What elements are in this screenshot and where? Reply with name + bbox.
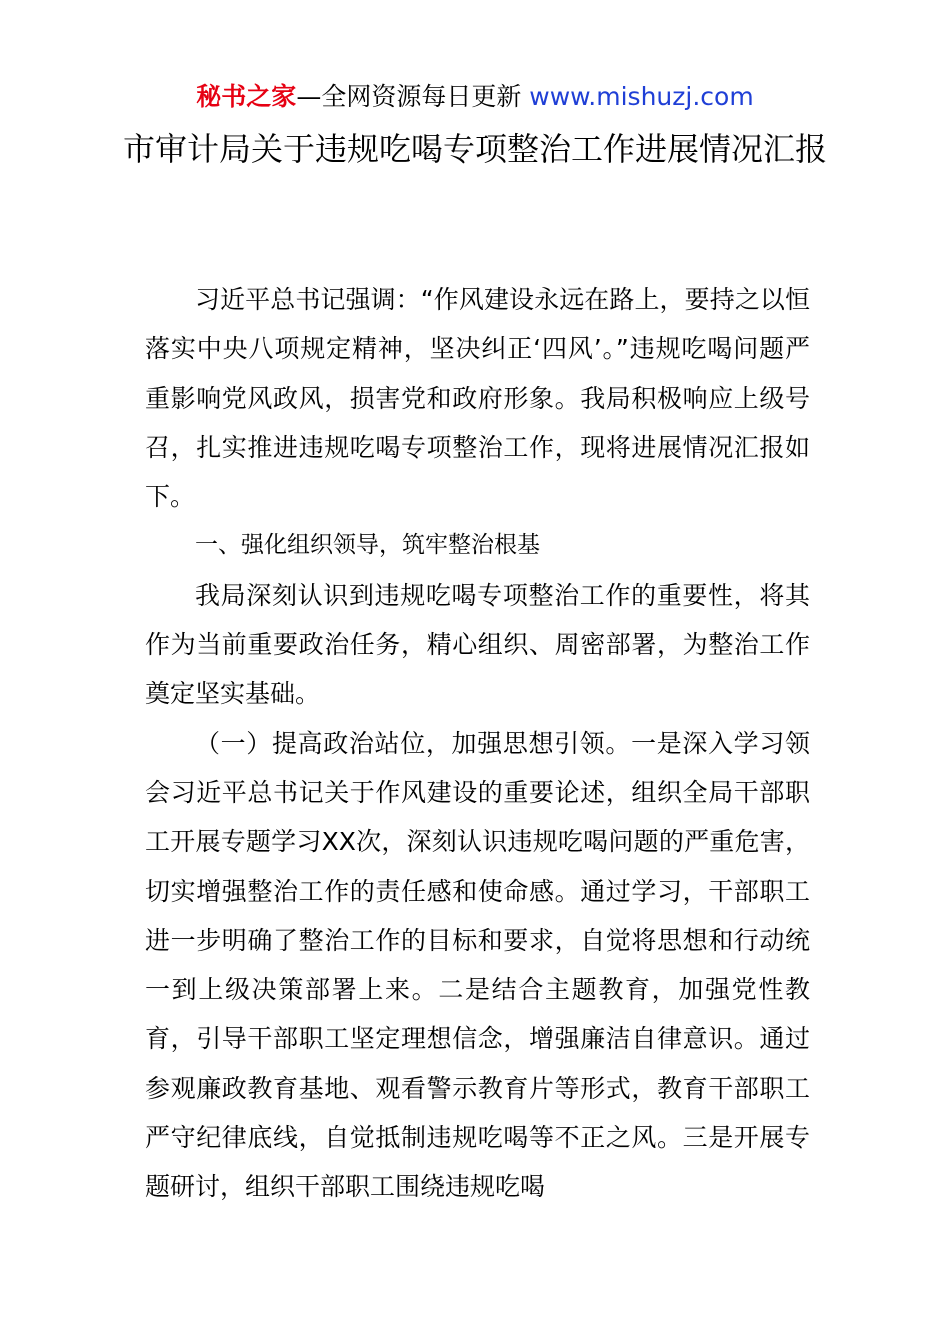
section-heading: 一、强化组织领导，筑牢整治根基: [195, 532, 540, 559]
body-paragraph: 我局深刻认识到违规吃喝专项整治工作的重要性，将其作为当前重要政治任务，精心组织、周密部署，为整治工作奠定坚实基础。: [145, 580, 810, 709]
site-url-link[interactable]: www.mishuzj.com: [529, 82, 754, 111]
brand-name: 秘书之家: [196, 82, 297, 111]
site-header: [0, 80, 950, 114]
document-body: [145, 275, 810, 1212]
header-tagline: —全网资源每日更新: [296, 82, 530, 111]
document-title: 市审计局关于违规吃喝专项整治工作进展情况汇报: [122, 130, 827, 168]
body-paragraph: （一）提高政治站位，加强思想引领。一是深入学习领会习近平总书记关于作风建设的重要论述，组织全局干部职工开展专题学习XX次，深刻认识违规吃喝问题的严重危害，切实增强整治工作的责任感和使命感。通过学习，干部职工进一步明确了整治工作的目标和要求，自觉将思想和行动统一到上级决策部署上来。二是结合主题教育，加强党性教育，引导干部职工坚定理想信念，增强廉洁自律意识。通过参观廉政教育基地、观看警示教育片等形式，教育干部职工严守纪律底线，自觉抵制违规吃喝等不正之风。三是开展专题研讨，组织干部职工围绕违规吃喝: [145, 728, 810, 1202]
intro-paragraph: 习近平总书记强调：“作风建设永远在路上，要持之以恒落实中央八项规定精神，坚决纠正‘四风’。”违规吃喝问题严重影响党风政风，损害党和政府形象。我局积极响应上级号召，扎实推进违规吃喝专项整治工作，现将进展情况汇报如下。: [145, 285, 810, 512]
